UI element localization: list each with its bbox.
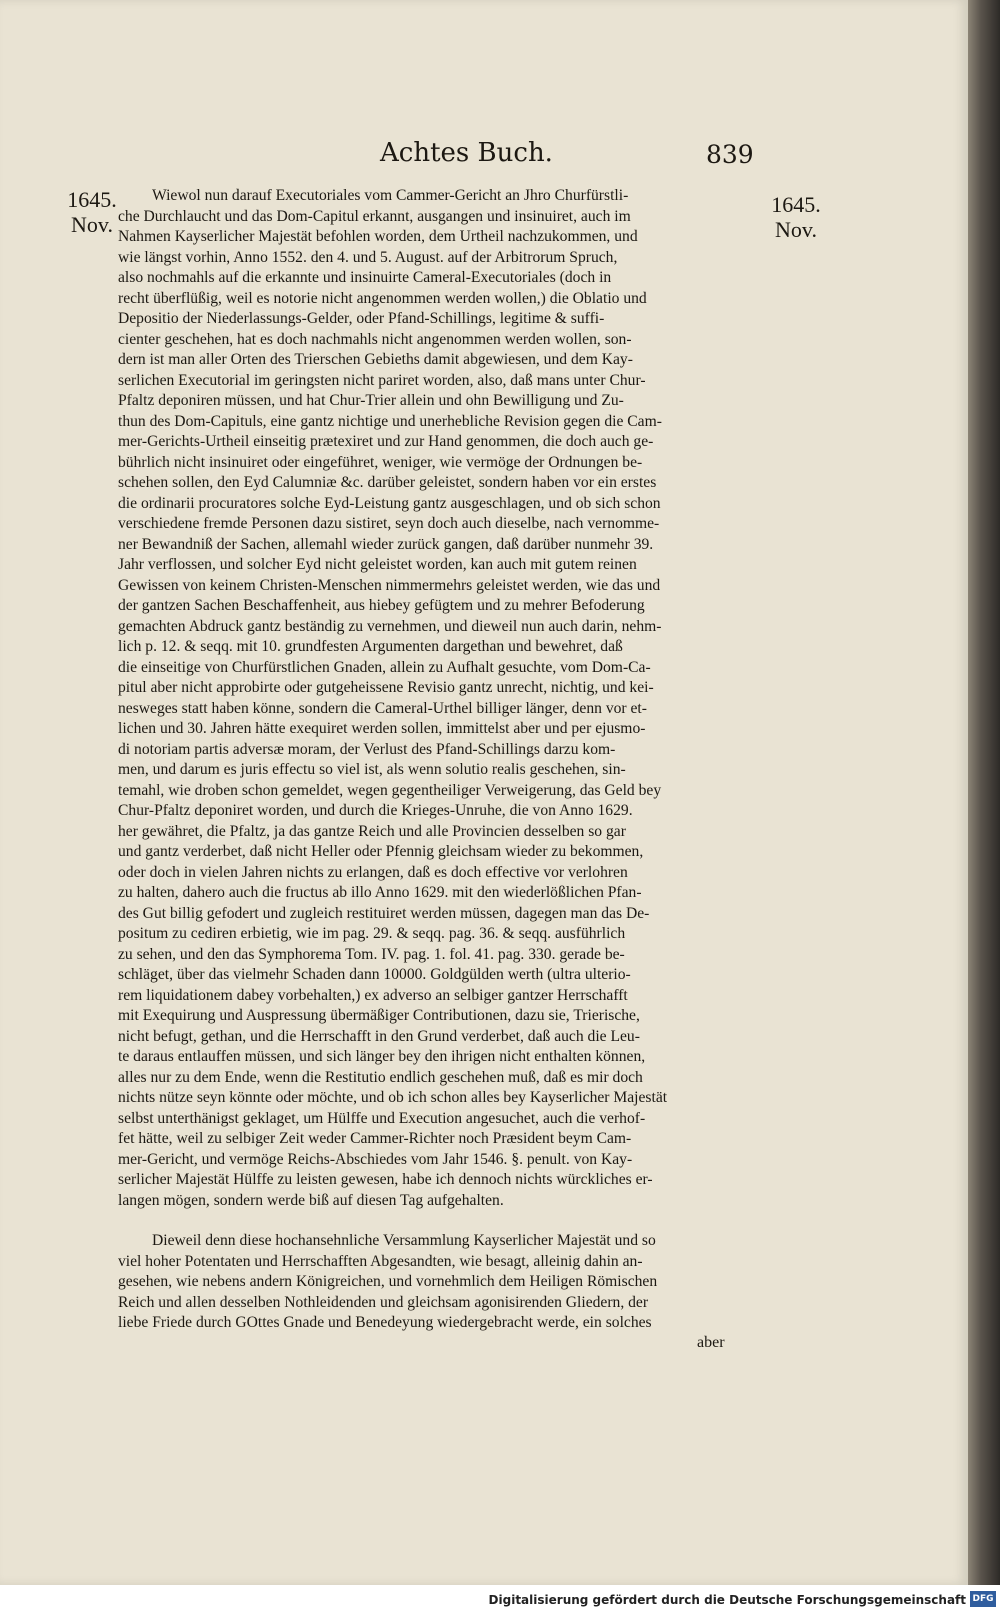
text-line: gesehen, wie nebens andern Königreichen, und vornehmlich dem Heiligen Römischen [118,1273,658,1290]
text-line: positum zu cediren erbietig, wie im pag. 29. & seqq. pag. 36. & seqq. ausführlich [118,925,626,942]
text-line: selbst unterthänigst geklaget, um Hülffe und Execution angesuchet, auch die verhof- [118,1109,646,1127]
margin-month: Nov. [775,217,817,242]
text-line: zu sehen, und den das Symphorema Tom. IV. pag. 1. fol. 41. pag. 330. gerade be- [118,945,625,963]
text-line: serlicher Majestät Hülffe zu leisten gewesen, habe ich dennoch nichts würckliches er- [118,1171,653,1188]
text-line: lichen und 30. Jahren hätte exequiret werden sollen, immittelst aber und per ejusmo- [118,720,646,737]
text-line: Jahr verflossen, und solcher Eyd nicht geleistet worden, kan auch mit gutem reinen [118,556,637,573]
text-line: viel hoher Potentaten und Herrschafften Abgesandten, wie besagt, alleinig dahin an- [118,1252,643,1270]
text-line: mer-Gerichts-Urtheil einseitig prætexiret und zur Hand genommen, die doch auch ge- [118,433,654,450]
text-line: also nochmahls auf die erkannte und insinuirte Cameral-Executoriales (doch in [118,269,612,286]
text-line: wie längst vorhin, Anno 1552. den 4. und 5. August. auf der Arbitrorum Spruch, [118,248,618,266]
text-line: und gantz verderbet, daß nicht Heller oder Pfennig gleichsam wieder zu bekommen, [118,843,644,860]
text-line: pitul aber nicht approbirte oder gutgeheissene Revisio gantz unrecht, nichtig, und kei- [118,679,654,696]
text-line: mit Exequirung und Auspressung übermäßiger Contributionen, dazu sie, Trierische, [118,1007,640,1024]
text-line: lich p. 12. & seqq. mit 10. grundfesten Argumenten dargethan und bewehret, daß [118,638,623,655]
text-line: alles nur zu dem Ende, wenn die Restitutio endlich geschehen muß, daß es mir doch [118,1068,643,1086]
text-line: thun des Dom-Capituls, eine gantz nichtige und unerhebliche Revision gegen die Cam- [118,412,662,430]
margin-year: 1645. [67,187,117,212]
text-line: langen mögen, sondern werde biß auf diesen Tag aufgehalten. [118,1191,504,1209]
text-line: Gewissen von keinem Christen-Menschen nimmermehrs geleistet werden, wie das und [118,576,661,594]
text-line: Pfaltz deponiren müssen, und hat Chur-Trier allein und ohn Bewilligung und Zu- [118,392,624,409]
text-line: die einseitige von Churfürstlichen Gnaden, allein zu Aufhalt gesuchte, vom Dom-Ca- [118,658,651,676]
running-head: Achtes Buch. [380,138,553,168]
margin-note-right [756,192,836,242]
text-line: des Gut billig gefodert und zugleich restituiret werden müssen, dagegen man das De- [118,904,650,922]
footer-bar [0,1585,1000,1616]
text-line: rem liquidationem dabey vorbehalten,) ex adverso an selbiger gantzer Herrschafft [118,986,628,1004]
text-line: oder doch in vielen Jahren nichts zu erlangen, daß es doch effective vor verlohren [118,863,628,881]
text-line: recht überflüßig, weil es notorie nicht angenommen werden wollen,) die Oblatio und [118,289,647,307]
text-line: liebe Friede durch GOttes Gnade und Benedeyung wiedergebracht werde, ein solches [118,1314,652,1331]
text-line: mer-Gericht, und vermöge Reichs-Abschiedes vom Jahr 1546. §. penult. von Kay- [118,1150,633,1168]
footer-credit: Digitalisierung gefördert durch die Deutsche Forschungsgemeinschaft [488,1593,966,1607]
text-line: der gantzen Sachen Beschaffenheit, aus hiebey gefügtem und zu mehrer Befoderung [118,597,645,614]
text-line: Depositio der Niederlassungs-Gelder, oder Pfand-Schillings, legitime & suffi- [118,310,605,327]
text-line: men, und darum es juris effectu so viel ist, als wenn solutio realis geschehen, sin- [118,761,626,778]
text-line: her gewähret, die Pfaltz, ja das gantze Reich und alle Provincien desselben so gar [118,822,626,840]
paragraph-2 [118,1231,730,1334]
text-line: fet hätte, weil zu selbiger Zeit weder Cammer-Richter noch Præsident beym Cam- [118,1130,632,1147]
text-line: nichts nütze seyn könnte oder möchte, und ob ich schon alles bey Kayserlicher Majestät [118,1089,668,1106]
body-text [118,186,730,1334]
text-line: serlichen Executorial im geringsten nicht pariret worden, also, daß mans unter Chur- [118,371,646,389]
text-line: Nahmen Kayserlicher Majestät befohlen worden, dem Urtheil nachzukommen, und [118,228,638,245]
text-line: verschiedene fremde Personen dazu sistiret, seyn doch auch dieselbe, nach vernomme- [118,515,660,532]
text-line: die ordinarii procuratores solche Eyd-Leistung gantz ausgeschlagen, und ob sich schon [118,494,661,512]
text-line: Wiewol nun darauf Executoriales vom Cammer-Gericht an Jhro Churfürstli- [152,187,629,204]
text-line: nesweges statt haben könne, sondern die Cameral-Urthel billiger länger, denn vor et- [118,699,647,717]
text-line: nicht befugt, gethan, und die Herrschafft in den Grund verderbet, daß auch die Leu- [118,1027,640,1045]
text-line: Chur-Pfaltz deponiret worden, und durch die Krieges-Unruhe, die von Anno 1629. [118,802,633,819]
text-line: dern ist man aller Orten des Trierschen Gebieths damit abgewiesen, und dem Kay- [118,351,633,368]
text-line: te daraus entlauffen müssen, und sich länger bey den ihrigen nicht enthalten können, [118,1048,646,1065]
text-line: cienter geschehen, hat es doch nachmahls nicht angenommen werden wollen, son- [118,330,632,348]
text-line: zu halten, dahero auch die fructus ab illo Anno 1629. mit den wiederlößlichen Pfan- [118,884,642,901]
margin-year: 1645. [771,192,821,217]
catchword: aber [697,1334,725,1351]
text-line: Dieweil denn diese hochansehnliche Versammlung Kayserlicher Majestät und so [152,1232,656,1249]
page-number: 839 [706,140,754,169]
text-line: che Durchlaucht und das Dom-Capitul erkannt, ausgangen und insinuiret, auch im [118,207,631,225]
paragraph-1 [118,186,730,1211]
text-line: ner Bewandniß der Sachen, allemahl wieder zurück gangen, daß darüber nunmehr 39. [118,535,654,553]
text-line: gemachten Abdruck gantz beständig zu vernehmen, und dieweil nun auch darin, nehm- [118,617,662,635]
text-line: bührlich nicht insinuiret oder eingeführet, weniger, wie vermöge der Ordnungen be- [118,453,643,471]
text-line: schläget, über das vielmehr Schaden dann 10000. Goldgülden werth (ultra ulterio- [118,966,631,983]
dfg-logo: DFG [970,1591,996,1607]
margin-month: Nov. [71,212,113,237]
text-line: Reich und allen desselben Nothleidenden und gleichsam agonisirenden Gliedern, der [118,1293,649,1311]
text-line: di notoriam partis adversæ moram, der Verlust des Pfand-Schillings darzu kom- [118,740,616,758]
text-line: temahl, wie droben schon gemeldet, wegen gegentheiliger Verweigerung, das Geld bey [118,781,662,799]
text-line: schehen sollen, den Eyd Calumniæ &c. darüber geleistet, sondern haben vor ein erstes [118,474,657,491]
book-edge [968,0,1000,1585]
